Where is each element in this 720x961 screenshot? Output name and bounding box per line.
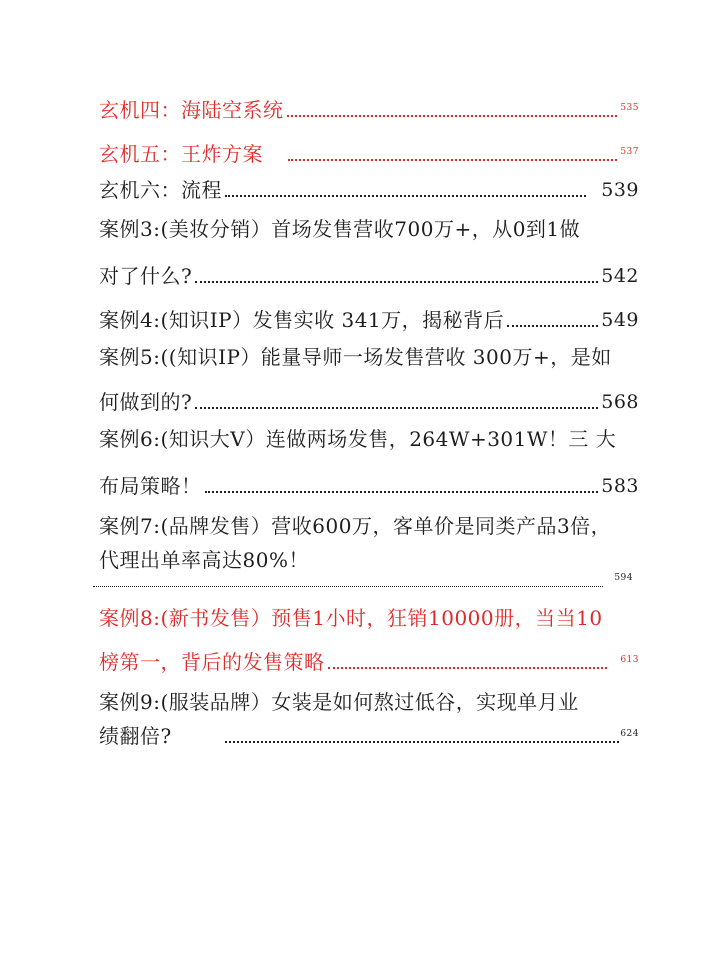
toc-entry-case7-line2[interactable]: 代理出单率高达80%！ — [99, 548, 309, 572]
toc-entry-page: 535 — [620, 103, 639, 113]
toc-entry-title-cont: 榜第一，背后的发售策略 — [99, 650, 325, 674]
toc-entry-page: 539 — [601, 179, 639, 201]
dot-leader — [225, 195, 586, 197]
toc-entry-title-cont: 何做到的? — [99, 390, 193, 414]
toc-entry-page: 549 — [601, 309, 639, 331]
toc-entry-title: 案例4:(知识IP）发售实收 341万，揭秘背后 — [99, 308, 505, 332]
dot-leader — [328, 667, 608, 669]
toc-entry-case7[interactable] — [93, 558, 633, 594]
toc-entry-page: 624 — [620, 729, 639, 739]
dot-leader — [93, 586, 603, 587]
toc-entry-case6-line1[interactable]: 案例6:(知识大V）连做两场发售，264W+301W！三 大 — [99, 427, 617, 451]
toc-entry-xuanji5[interactable] — [99, 132, 639, 168]
toc-entry-title-cont: 布局策略！ — [99, 474, 202, 498]
toc-entry-xuanji4[interactable] — [99, 88, 639, 124]
dot-leader — [195, 281, 598, 283]
toc-entry-page: 568 — [601, 391, 639, 413]
toc-entry-page: 613 — [620, 655, 639, 665]
toc-entry-page: 594 — [614, 573, 633, 583]
toc-entry-title: 玄机五：王炸方案 — [99, 142, 263, 166]
toc-entry-title: 玄机六：流程 — [99, 178, 222, 202]
toc-entry-page: 583 — [601, 475, 639, 497]
toc-entry-case9[interactable] — [99, 714, 639, 750]
toc-entry-title-cont: 绩翻倍? — [99, 724, 172, 748]
toc-entry-case9-line1[interactable]: 案例9:(服装品牌）女装是如何熬过低谷，实现单月业 — [99, 690, 579, 714]
toc-entry-case5-line1[interactable]: 案例5:((知识IP）能量导师一场发售营收 300万+，是如 — [99, 345, 612, 369]
toc-entry-title-cont: 对了什么? — [99, 264, 193, 288]
dot-leader — [288, 159, 617, 161]
dot-leader — [205, 491, 599, 493]
toc-entry-case8-line1[interactable]: 案例8:(新书发售）预售1小时，狂销10000册，当当10 — [99, 606, 603, 630]
toc-entry-case7-line1[interactable]: 案例7:(品牌发售）营收600万，客单价是同类产品3倍， — [99, 514, 612, 538]
dot-leader — [507, 325, 598, 327]
toc-entry-case3-line1[interactable]: 案例3:(美妆分销）首场发售营收700万+，从0到1做 — [99, 217, 581, 241]
toc-entry-case5[interactable] — [99, 380, 639, 416]
toc-entry-title: 玄机四：海陆空系统 — [99, 98, 284, 122]
dot-leader — [287, 115, 618, 117]
toc-entry-case3[interactable] — [99, 254, 639, 290]
toc-entry-case8[interactable] — [99, 640, 639, 676]
dot-leader — [225, 741, 620, 743]
dot-leader — [195, 407, 598, 409]
toc-entry-page: 542 — [601, 265, 639, 287]
toc-entry-xuanji6[interactable] — [99, 168, 639, 204]
toc-entry-page: 537 — [620, 147, 639, 157]
toc-entry-case6[interactable] — [99, 464, 639, 500]
toc-entry-case4[interactable] — [99, 298, 639, 334]
